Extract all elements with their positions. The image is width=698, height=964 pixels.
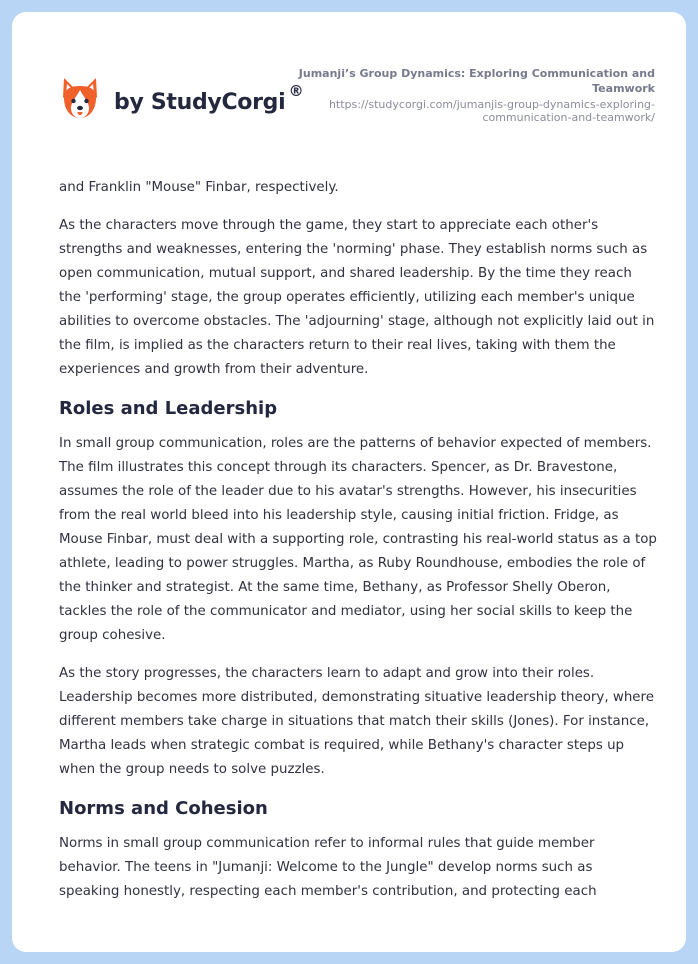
logo-text: by StudyCorgi ® xyxy=(114,81,304,115)
paragraph: Norms in small group communication refer to informal rules that guide member behavior. The teens in "Jumanji: Welcome to the Jungle" develop norms such as speaking honestly, respecting each member's contribution, and protecting each xyxy=(59,836,597,899)
document-meta xyxy=(295,66,655,124)
document-title: Jumanji’s Group Dynamics: Exploring Communication and Teamwork xyxy=(298,67,655,95)
document-page xyxy=(12,12,686,952)
corgi-icon xyxy=(60,76,100,122)
paragraph: As the characters move through the game, they start to appreciate each other's strengths and weaknesses, entering the 'norming' phase. They establish norms such as open communication, mutual support, and shared leadership. By the time they reach the 'performing' stage, the group operates efficiently, utilizing each member's unique abilities to overcome obstacles. The 'adjourning' stage, although not explicitly laid out in the film, is implied as the characters return to their real lives, taking with them the experiences and growth from their adventure. xyxy=(59,218,655,377)
section-heading-norms-and-cohesion: Norms and Cohesion xyxy=(59,798,268,819)
document-url[interactable]: https://studycorgi.com/jumanjis-group-dynamics-exploring-communication-and-teamwork/ xyxy=(328,98,655,124)
studycorgi-logo[interactable] xyxy=(60,76,304,122)
paragraph: As the story progresses, the characters learn to adapt and grow into their roles. Leadership becomes more distributed, demonstrating situative leadership theory, where different members take charge in situations that match their skills (Jones). For instance, Martha leads when strategic combat is required, while Bethany's character steps up when the group needs to solve puzzles. xyxy=(59,666,654,777)
registered-mark: ® xyxy=(288,81,304,100)
section-heading-roles-and-leadership: Roles and Leadership xyxy=(59,398,278,419)
paragraph: In small group communication, roles are the patterns of behavior expected of members. The film illustrates this concept through its characters. Spencer, as Dr. Bravestone, assumes the role of the leader due to his avatar's strengths. However, his insecurities from the real world bleed into his leadership style, causing initial friction. Fridge, as Mouse Finbar, must deal with a supporting role, contrasting his real-world status as a top athlete, leading to power struggles. Martha, as Ruby Roundhouse, embodies the role of the thinker and strategist. At the same time, Bethany, as Professor Shelly Oberon, tackles the role of the communicator and mediator, using her social skills to keep the group cohesive. xyxy=(59,436,657,643)
document-body xyxy=(59,176,657,918)
paragraph: and Franklin "Mouse" Finbar, respectively. xyxy=(59,180,339,195)
